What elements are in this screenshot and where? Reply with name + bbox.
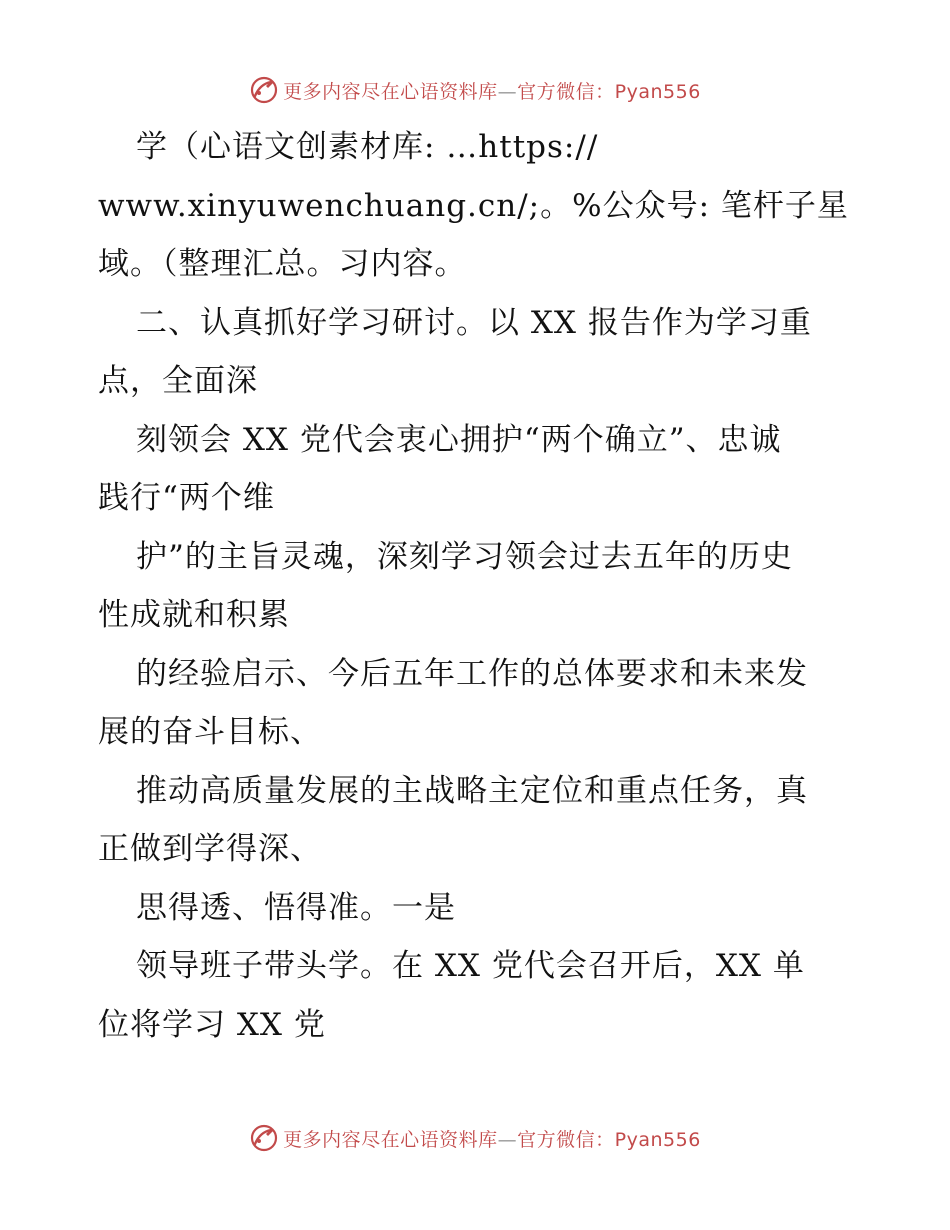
banner-text: [283, 1125, 701, 1152]
body-line: 展的奋斗目标、: [98, 714, 322, 750]
banner-site-name: 更多内容尽在心语资料库: [283, 1128, 498, 1151]
banner-text: [283, 77, 701, 104]
body-line: 学（心语文创素材库: …https://: [136, 129, 599, 165]
body-line: 践行“两个维: [98, 480, 275, 516]
body-line: 思得透、悟得准。一是: [136, 889, 456, 926]
body-line: 推动高质量发展的主战略主定位和重点任务，真: [136, 772, 808, 809]
body-line: www.xinyuwenchuang.cn/;。%公众号: 笔杆子星: [98, 187, 849, 224]
body-line: 二、认真抓好学习研讨。以 XX 报告作为学习重: [136, 304, 812, 341]
banner-dash: —: [497, 1128, 518, 1151]
banner-dash: —: [497, 80, 518, 103]
pen-logo-icon: [249, 1123, 279, 1153]
footer-banner: [0, 1118, 950, 1158]
body-line: 的经验启示、今后五年工作的总体要求和未来发: [136, 655, 808, 692]
body-line: 领导班子带头学。在 XX 党代会召开后，XX 单: [136, 948, 805, 984]
body-line: 正做到学得深、: [98, 831, 322, 867]
body-line: 点，全面深: [98, 363, 258, 399]
document-body: [98, 118, 858, 1054]
banner-wechat: 官方微信：Pyan556: [517, 1128, 701, 1151]
body-line: 位将学习 XX 党: [98, 1006, 326, 1043]
header-banner: [0, 70, 950, 110]
body-line: 刻领会 XX 党代会衷心拥护“两个确立”、忠诚: [136, 421, 782, 458]
banner-site-name: 更多内容尽在心语资料库: [283, 80, 498, 103]
body-line: 域。（整理汇总。习内容。: [98, 246, 467, 282]
banner-wechat: 官方微信：Pyan556: [517, 80, 701, 103]
body-line: 性成就和积累: [98, 597, 290, 633]
pen-logo-icon: [249, 75, 279, 105]
body-line: 护”的主旨灵魂，深刻学习领会过去五年的历史: [136, 538, 793, 575]
